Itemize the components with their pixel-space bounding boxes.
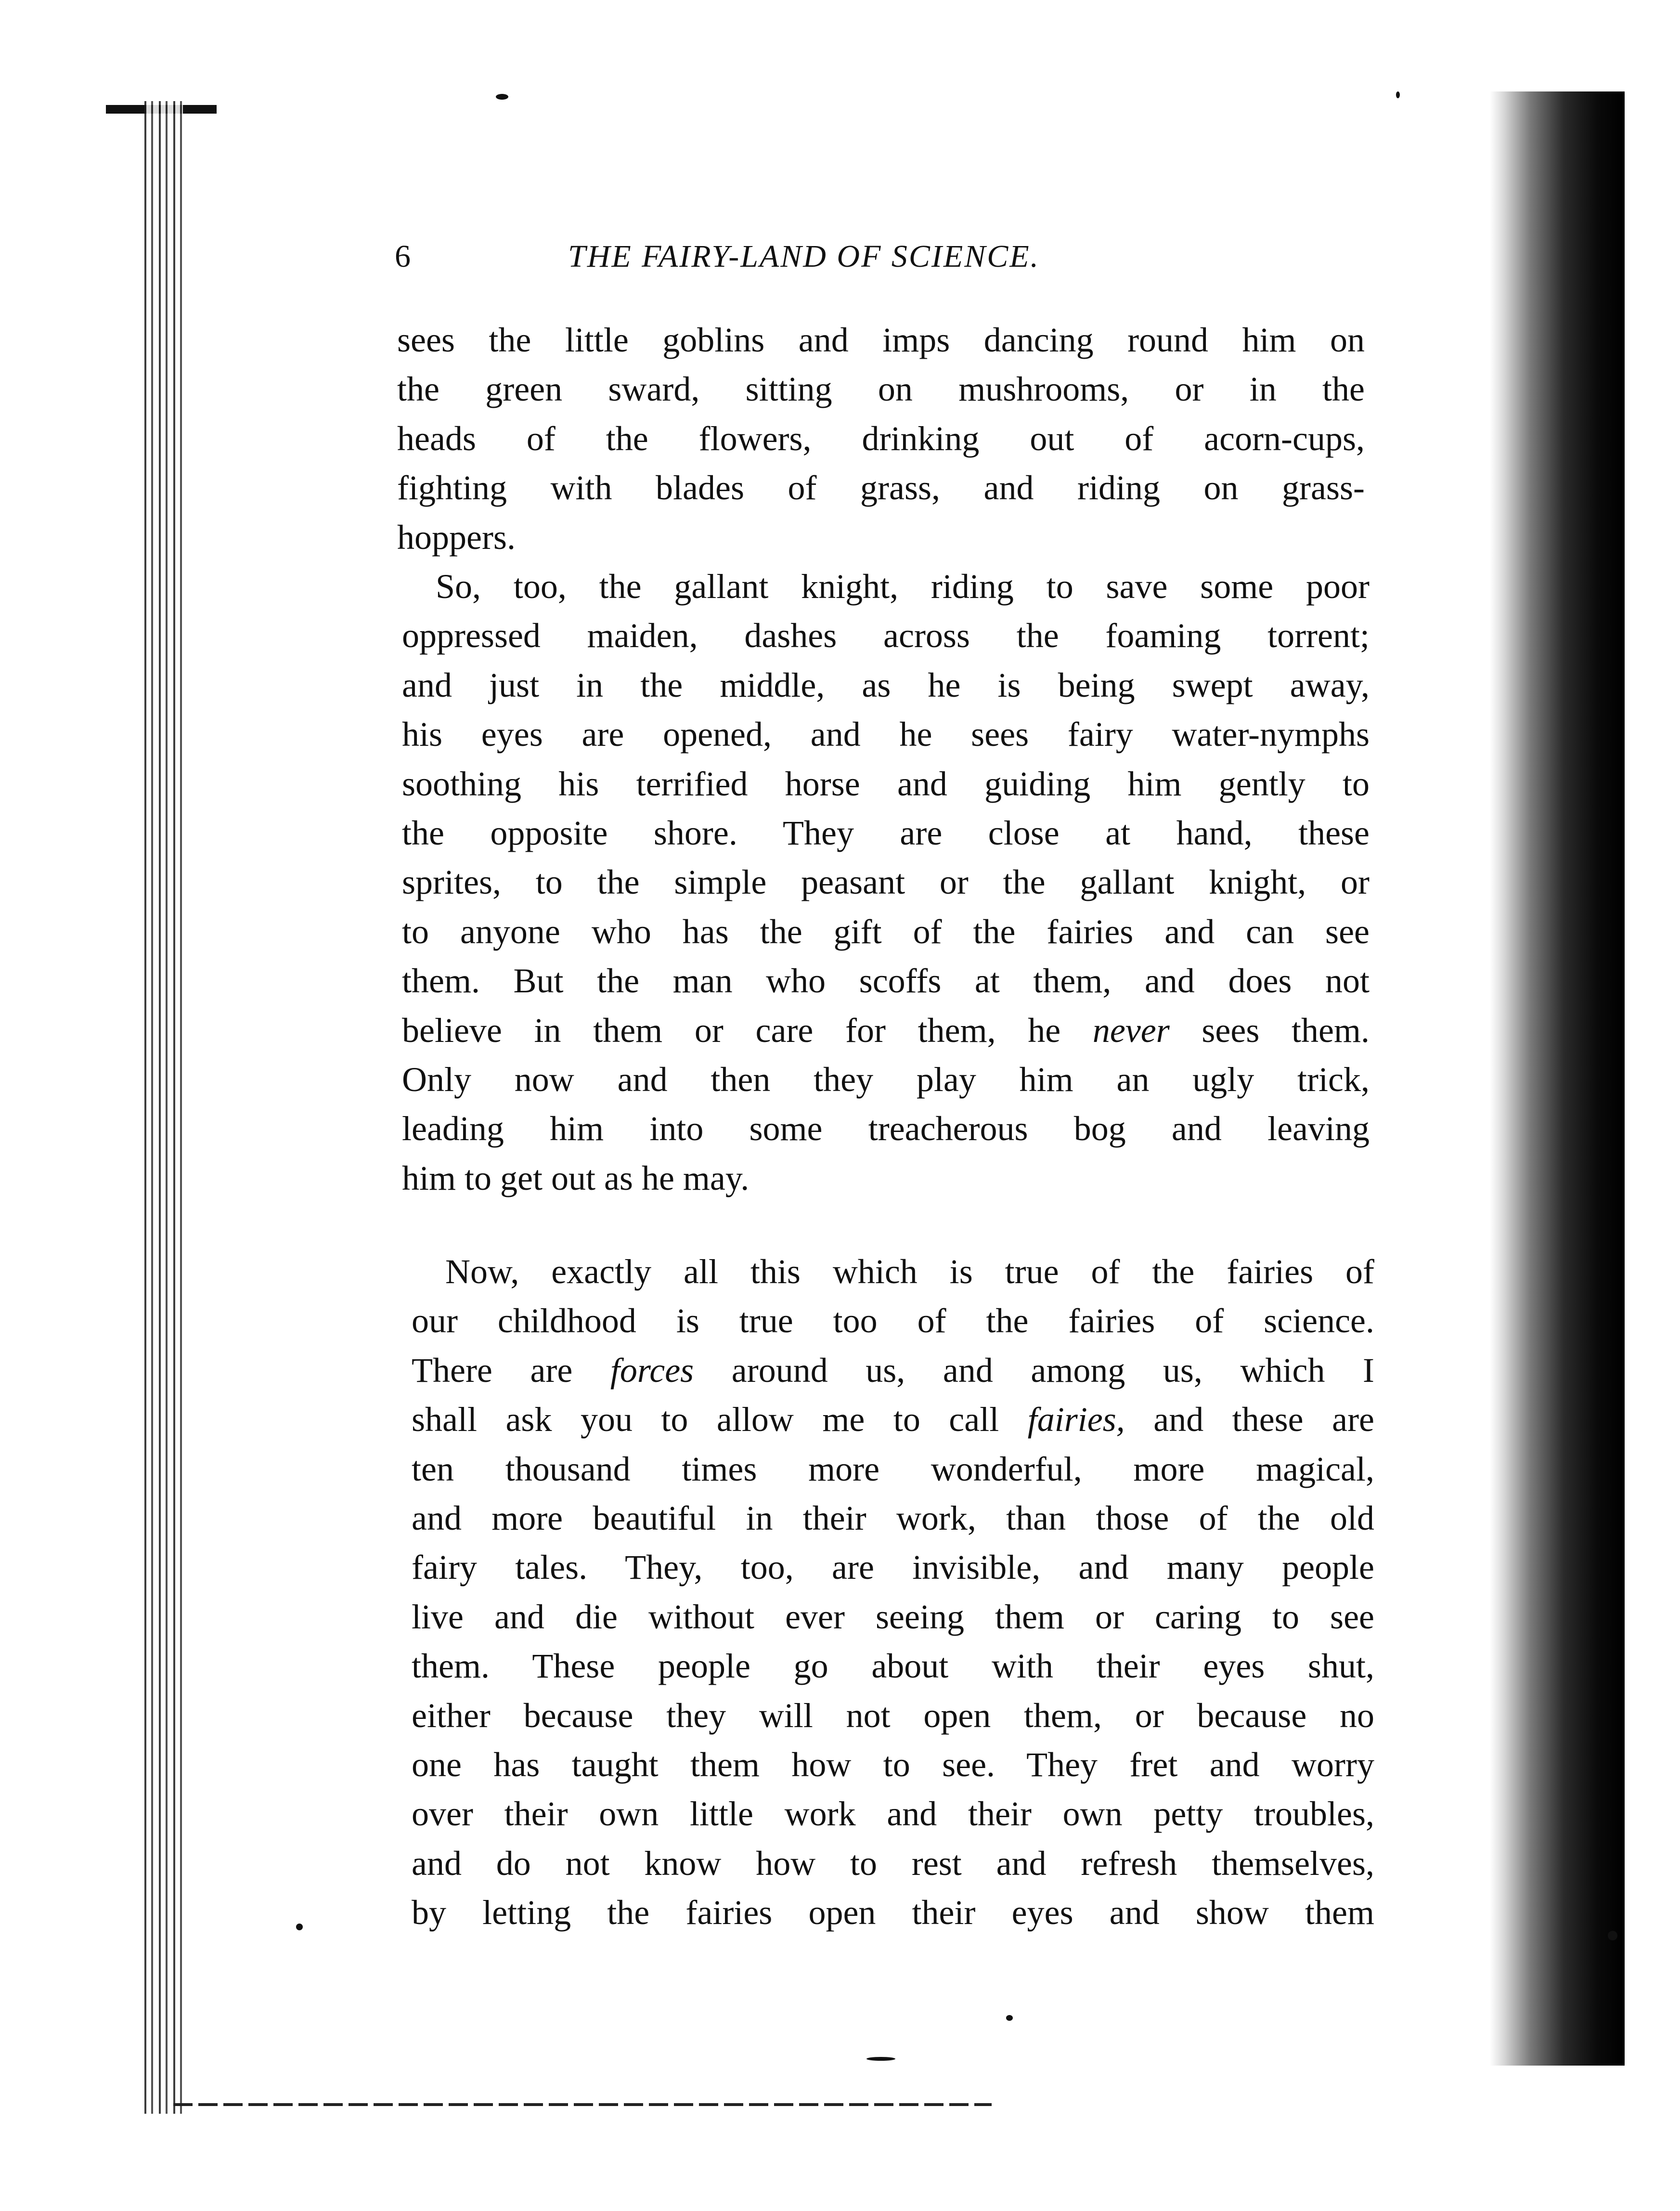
text-line: and do not know how to rest and refresh themselves, xyxy=(412,1844,1374,1883)
scan-speck xyxy=(866,2057,895,2061)
emphasis-word: never xyxy=(1092,1011,1170,1050)
text-line: his eyes are opened, and he sees fairy water-nymphs xyxy=(402,715,1370,754)
text-line: fairy tales. They, too, are invisible, and many people xyxy=(412,1548,1374,1587)
text-line: Only now and then they play him an ugly trick, xyxy=(402,1060,1370,1099)
text-segment: and these are xyxy=(1124,1400,1375,1439)
text-line: fighting with blades of grass, and riding on grass- xyxy=(397,468,1365,507)
scan-speck xyxy=(496,94,508,100)
text-line: and just in the middle, as he is being swept away, xyxy=(402,665,1370,704)
text-line: one has taught them how to see. They fret and worry xyxy=(412,1745,1374,1784)
text-line: hoppers. xyxy=(397,518,516,557)
text-line: the opposite shore. They are close at hand, these xyxy=(402,813,1370,852)
text-line xyxy=(412,1395,1374,1444)
scan-bottom-edge xyxy=(173,2103,992,2106)
text-line: by letting the fairies open their eyes and show them xyxy=(412,1893,1374,1932)
paragraph-knight xyxy=(402,562,1370,1203)
text-line: live and die without ever seeing them or caring to see xyxy=(412,1597,1374,1636)
running-head xyxy=(395,235,1232,278)
text-line: over their own little work and their own petty troubles, xyxy=(412,1795,1374,1834)
text-segment: around us, and among us, which I xyxy=(694,1351,1375,1390)
text-line xyxy=(402,1006,1370,1055)
text-line: soothing his terrified horse and guiding him gently to xyxy=(402,764,1370,803)
scan-speck xyxy=(1006,2015,1013,2021)
text-line: them. These people go about with their eyes shut, xyxy=(412,1647,1374,1686)
page-binding-edge xyxy=(144,101,183,2114)
text-segment: shall ask you to allow me to call xyxy=(412,1400,1028,1439)
emphasis-word: forces xyxy=(610,1351,694,1390)
text-line: the green sward, sitting on mushrooms, or in the xyxy=(397,370,1365,409)
text-line: leading him into some treacherous bog and leaving xyxy=(402,1109,1370,1148)
text-line: ten thousand times more wonderful, more magical, xyxy=(412,1449,1374,1488)
text-line xyxy=(412,1346,1374,1395)
scan-speck xyxy=(1608,1931,1617,1940)
page-number: 6 xyxy=(395,239,411,274)
text-line: sprites, to the simple peasant or the gallant knight, or xyxy=(402,863,1370,902)
text-line: him to get out as he may. xyxy=(402,1158,750,1197)
paragraph-fairies-of-science xyxy=(412,1247,1374,1937)
text-segment: believe in them or care for them, he xyxy=(402,1011,1093,1050)
scan-speck xyxy=(296,1924,303,1930)
text-line: them. But the man who scoffs at them, and does not xyxy=(402,962,1370,1001)
text-line: So, too, the gallant knight, riding to save some poor xyxy=(436,567,1370,606)
text-segment: sees them. xyxy=(1169,1011,1370,1050)
paragraph-continuation xyxy=(397,315,1365,562)
text-line: either because they will not open them, or because no xyxy=(412,1696,1374,1735)
running-title: THE FAIRY-LAND OF SCIENCE. xyxy=(568,239,1040,274)
text-segment: There are xyxy=(412,1351,610,1390)
page-shadow-edge xyxy=(1490,91,1625,2066)
scan-speck xyxy=(1396,91,1400,98)
text-line: Now, exactly all this which is true of the fairies of xyxy=(445,1252,1374,1291)
text-line: oppressed maiden, dashes across the foaming torrent; xyxy=(402,616,1370,655)
text-line: heads of the flowers, drinking out of acorn-cups, xyxy=(397,419,1365,458)
text-line: and more beautiful in their work, than those of the old xyxy=(412,1498,1374,1537)
text-line: to anyone who has the gift of the fairies and can see xyxy=(402,912,1370,951)
emphasis-word: fairies, xyxy=(1027,1400,1125,1439)
text-line: our childhood is true too of the fairies of science. xyxy=(412,1301,1374,1340)
text-line: sees the little goblins and imps dancing round him on xyxy=(397,321,1365,359)
